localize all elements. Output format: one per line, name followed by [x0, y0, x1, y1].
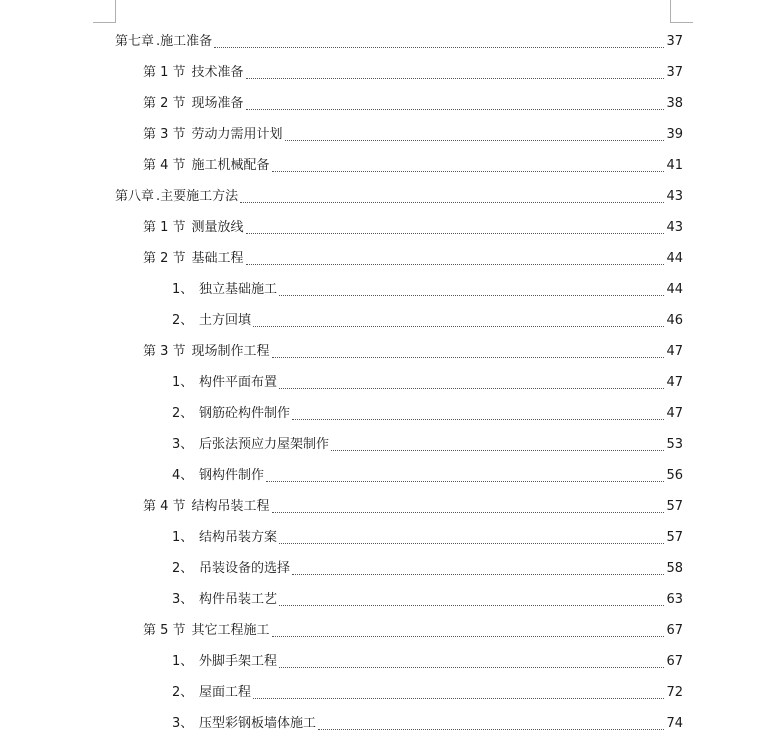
toc-entry-number: 2、: [172, 312, 194, 328]
toc-entry-title: 钢筋砼构件制作: [199, 405, 291, 421]
toc-entry-number: 3、: [172, 715, 194, 731]
toc-entry-page: 56: [666, 467, 683, 483]
toc-entry[interactable]: [143, 491, 683, 522]
dot-leader: [253, 697, 664, 699]
toc-entry[interactable]: [172, 553, 683, 584]
toc-entry-number: 4、: [172, 467, 194, 483]
toc-entry-title: 独立基础施工: [199, 281, 278, 297]
toc-entry-title: 基础工程: [191, 250, 244, 266]
toc-entry[interactable]: [115, 181, 683, 212]
toc-entry-number: 第 1 节: [143, 64, 186, 80]
toc-entry-page: 57: [666, 529, 683, 545]
dot-leader: [246, 77, 665, 79]
dot-leader: [272, 511, 665, 513]
toc-entry-number: 2、: [172, 560, 194, 576]
toc-entry-title: 后张法预应力屋架制作: [199, 436, 330, 452]
toc-entry[interactable]: [172, 398, 683, 429]
toc-entry-number: 第 2 节: [143, 95, 186, 111]
toc-entry-page: 39: [666, 126, 683, 142]
toc-entry-number: 第 3 节: [143, 126, 186, 142]
toc-entry-page: 74: [666, 715, 683, 731]
toc-entry-title: .主要施工方法: [156, 188, 239, 204]
toc-entry-number: 第八章: [115, 188, 155, 204]
dot-leader: [214, 46, 664, 48]
toc-entry-page: 44: [666, 250, 683, 266]
toc-entry[interactable]: [115, 26, 683, 57]
toc-entry-page: 43: [666, 219, 683, 235]
crop-mark-top-left: [93, 0, 116, 23]
toc-entry-page: 41: [666, 157, 683, 173]
toc-entry-page: 37: [666, 64, 683, 80]
dot-leader: [292, 573, 664, 575]
toc-entry-title: 构件平面布置: [199, 374, 278, 390]
toc-entry[interactable]: [172, 429, 683, 460]
toc-entry-number: 1、: [172, 529, 194, 545]
crop-mark-top-right: [670, 0, 693, 23]
toc-entry-page: 37: [666, 33, 683, 49]
toc-entry-title: 现场准备: [191, 95, 244, 111]
dot-leader: [279, 542, 664, 544]
toc-entry-title: 测量放线: [191, 219, 244, 235]
toc-entry-title: 劳动力需用计划: [191, 126, 283, 142]
dot-leader: [331, 449, 664, 451]
toc-entry-number: 第 2 节: [143, 250, 186, 266]
dot-leader: [279, 604, 664, 606]
toc-entry-number: 第 4 节: [143, 157, 186, 173]
toc-entry-number: 2、: [172, 405, 194, 421]
toc-entry-title: 其它工程施工: [191, 622, 270, 638]
toc-entry[interactable]: [143, 119, 683, 150]
toc-entry-number: 3、: [172, 436, 194, 452]
toc-entry-page: 44: [666, 281, 683, 297]
toc-entry-page: 67: [666, 622, 683, 638]
toc-entry-number: 2、: [172, 684, 194, 700]
dot-leader: [279, 666, 664, 668]
toc-entry-title: 压型彩钢板墙体施工: [199, 715, 317, 731]
toc-entry[interactable]: [172, 522, 683, 553]
dot-leader: [246, 232, 665, 234]
toc-entry[interactable]: [172, 367, 683, 398]
toc-entry-title: 土方回填: [199, 312, 252, 328]
toc-entry-page: 63: [666, 591, 683, 607]
toc-entry-page: 57: [666, 498, 683, 514]
toc-entry[interactable]: [172, 305, 683, 336]
dot-leader: [272, 170, 665, 172]
toc-entry[interactable]: [143, 212, 683, 243]
dot-leader: [246, 263, 665, 265]
toc-entry-number: 1、: [172, 653, 194, 669]
toc-entry[interactable]: [172, 646, 683, 677]
toc-entry-title: 现场制作工程: [191, 343, 270, 359]
toc-entry-page: 43: [666, 188, 683, 204]
toc-entry-page: 58: [666, 560, 683, 576]
toc-entry[interactable]: [172, 274, 683, 305]
toc-entry-number: 第 5 节: [143, 622, 186, 638]
toc-entry-title: 结构吊装工程: [191, 498, 270, 514]
toc-entry-page: 47: [666, 343, 683, 359]
dot-leader: [266, 480, 664, 482]
dot-leader: [285, 139, 665, 141]
toc-entry-number: 1、: [172, 374, 194, 390]
toc-entry-title: 构件吊装工艺: [199, 591, 278, 607]
dot-leader: [272, 356, 665, 358]
toc-entry-title: 钢构件制作: [199, 467, 265, 483]
dot-leader: [292, 418, 664, 420]
toc-entry-title: 屋面工程: [199, 684, 252, 700]
dot-leader: [253, 325, 664, 327]
toc-entry-page: 38: [666, 95, 683, 111]
toc-entry-title: 吊装设备的选择: [199, 560, 291, 576]
toc-entry[interactable]: [143, 150, 683, 181]
toc-entry[interactable]: [143, 57, 683, 88]
toc-entry-page: 72: [666, 684, 683, 700]
toc-entry-title: 施工机械配备: [191, 157, 270, 173]
toc-entry-title: 结构吊装方案: [199, 529, 278, 545]
toc-entry[interactable]: [172, 677, 683, 708]
toc-entry-number: 第 4 节: [143, 498, 186, 514]
toc-entry[interactable]: [143, 615, 683, 646]
dot-leader: [279, 294, 664, 296]
toc-entry-page: 47: [666, 405, 683, 421]
dot-leader: [279, 387, 664, 389]
toc-entry-number: 第 1 节: [143, 219, 186, 235]
dot-leader: [318, 728, 664, 730]
toc-entry-title: 外脚手架工程: [199, 653, 278, 669]
toc-entry-title: 技术准备: [191, 64, 244, 80]
dot-leader: [240, 201, 664, 203]
toc-entry[interactable]: [172, 584, 683, 615]
toc-entry[interactable]: [172, 460, 683, 491]
dot-leader: [246, 108, 665, 110]
toc-entry-title: .施工准备: [156, 33, 213, 49]
dot-leader: [272, 635, 665, 637]
toc-entry-number: 1、: [172, 281, 194, 297]
toc-entry-page: 47: [666, 374, 683, 390]
toc-entry-page: 67: [666, 653, 683, 669]
toc-entry-number: 第七章: [115, 33, 155, 49]
toc-entry-page: 53: [666, 436, 683, 452]
toc-entry-page: 46: [666, 312, 683, 328]
toc-entry[interactable]: [143, 88, 683, 119]
toc-entry-number: 3、: [172, 591, 194, 607]
toc-entry[interactable]: [172, 708, 683, 739]
toc-entry[interactable]: [143, 336, 683, 367]
toc-entry[interactable]: [143, 243, 683, 274]
toc-entry-number: 第 3 节: [143, 343, 186, 359]
